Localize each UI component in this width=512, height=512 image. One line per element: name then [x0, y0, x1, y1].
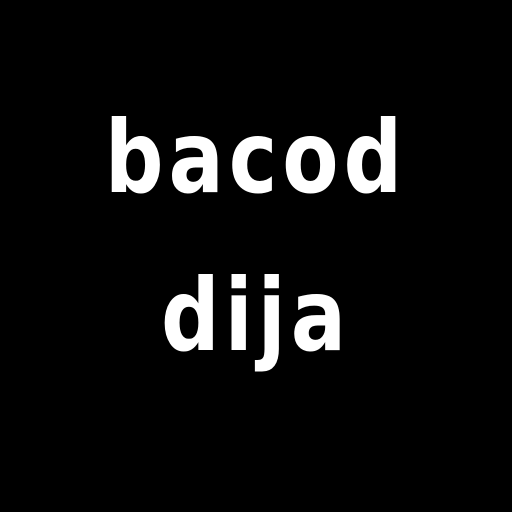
sticker-text-line-2: dija: [161, 257, 351, 374]
sticker-text-line-1: bacod: [104, 99, 408, 216]
